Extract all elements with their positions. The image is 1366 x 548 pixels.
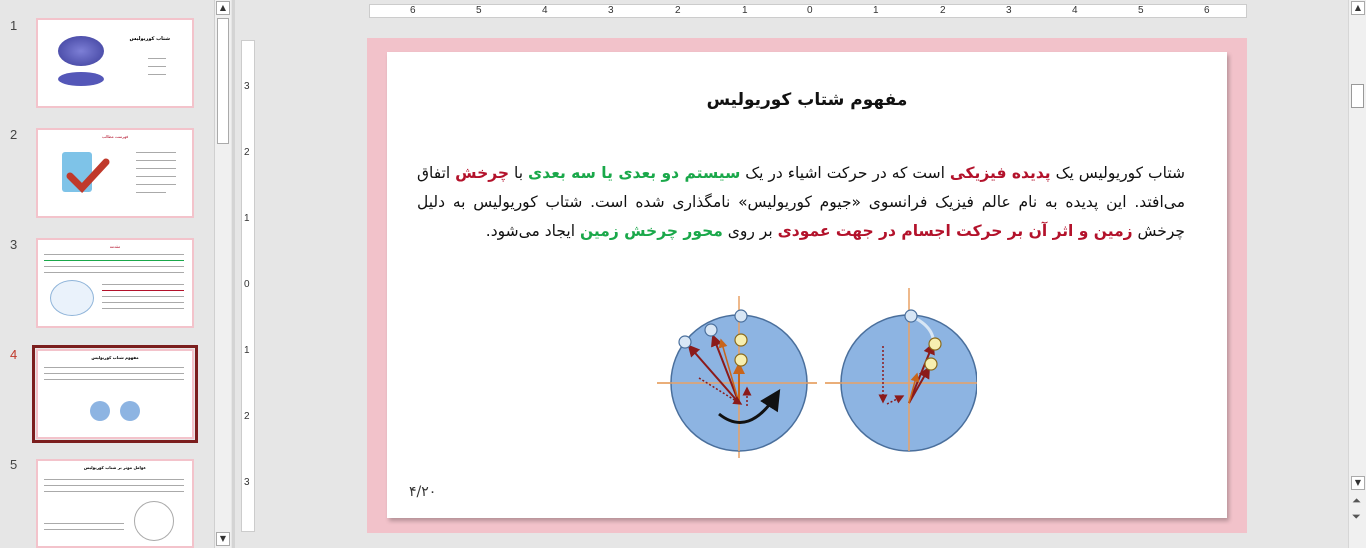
thumbnail-number: 5 xyxy=(10,457,18,472)
previous-slide-icon[interactable]: ⏶ xyxy=(1352,494,1361,507)
highlight-text: سیستم دو بعدی یا سه بعدی xyxy=(528,164,741,182)
thumbnail-title: مقدمه xyxy=(109,244,121,249)
ruler-label: 6 xyxy=(1204,5,1210,16)
body-text: بر روی xyxy=(722,222,778,240)
scroll-down-button[interactable]: ▼ xyxy=(1351,476,1365,490)
ruler-label: 5 xyxy=(1138,5,1144,16)
ruler-label: 6 xyxy=(410,5,416,16)
body-text: شتاب کوریولیس یک xyxy=(1050,164,1185,182)
scrollbar-thumb[interactable] xyxy=(1351,84,1364,108)
ruler-label: 2 xyxy=(244,147,250,158)
thumbnail-number: 2 xyxy=(10,127,18,142)
highlight-text: پدیده فیزیکی xyxy=(949,164,1051,182)
ruler-label: 2 xyxy=(940,5,946,16)
slide-thumbnail-2[interactable] xyxy=(36,128,194,218)
globe-diagram-image xyxy=(134,501,174,541)
ruler-label: 4 xyxy=(542,5,548,16)
horizontal-ruler[interactable] xyxy=(369,4,1247,18)
body-text: ایجاد می‌شود. xyxy=(485,222,580,240)
planet-reflection-image xyxy=(58,72,104,86)
body-text: است که در حرکت اشیاء در یک xyxy=(740,164,950,182)
ruler-label: 5 xyxy=(476,5,482,16)
highlight-text: چرخش xyxy=(455,164,510,182)
rotating-disk-image xyxy=(120,401,140,421)
thumbnail-scrollbar[interactable] xyxy=(214,0,231,548)
ruler-label: 0 xyxy=(244,279,250,290)
slide-title[interactable]: مفهوم شتاب کوریولیس xyxy=(706,90,908,110)
ruler-label: 2 xyxy=(244,411,250,422)
thumbnail-title: شتاب کوریولیس xyxy=(129,36,170,42)
pane-divider[interactable] xyxy=(232,0,235,548)
highlight-text: محور چرخش زمین xyxy=(579,222,723,240)
ruler-label: 1 xyxy=(244,213,250,224)
slide-canvas[interactable] xyxy=(367,38,1247,533)
rotating-disk-image xyxy=(90,401,110,421)
thumbnail-title: مفهوم شتاب کوریولیس xyxy=(91,355,139,360)
thumbnail-title: عوامل موثر بر شتاب کوریولیس xyxy=(83,465,147,470)
body-text: اتفاق می‌افتد. این پدیده به نام عالم فیزیک فرانسوی «جیوم کوریولیس» نامگذاری شده است. شتاب کوریولیس به دلیل چرخش xyxy=(417,164,1185,240)
ruler-label: 1 xyxy=(873,5,879,16)
thumbnail-number: 3 xyxy=(10,237,18,252)
scrollbar-thumb[interactable] xyxy=(217,18,229,144)
slide-thumbnail-5[interactable] xyxy=(36,459,194,548)
vertical-ruler[interactable] xyxy=(241,40,255,532)
ruler-label: 4 xyxy=(1072,5,1078,16)
slide-content-area[interactable] xyxy=(387,52,1227,518)
scroll-up-button[interactable]: ▲ xyxy=(1351,1,1365,15)
rotating-disk-left xyxy=(657,296,817,458)
ruler-label: 1 xyxy=(244,345,250,356)
scroll-up-button[interactable]: ▲ xyxy=(216,1,230,15)
ruler-label: 3 xyxy=(244,477,250,488)
slide-thumbnail-pane xyxy=(0,0,232,548)
slide-thumbnail-3[interactable] xyxy=(36,238,194,328)
globe-image xyxy=(50,280,94,316)
slide-thumbnail-1[interactable] xyxy=(36,18,194,108)
scroll-down-button[interactable]: ▼ xyxy=(216,532,230,546)
checkmark-icon xyxy=(66,158,110,194)
ruler-label: 3 xyxy=(1006,5,1012,16)
body-text: با xyxy=(509,164,529,182)
ruler-label: 3 xyxy=(608,5,614,16)
ruler-label: 3 xyxy=(244,81,250,92)
ruler-label: 1 xyxy=(742,5,748,16)
slide-thumbnail-4[interactable] xyxy=(36,349,194,439)
thumbnail-number: 4 xyxy=(10,347,18,362)
planet-image xyxy=(58,36,104,66)
thumbnail-number: 1 xyxy=(10,18,18,33)
coriolis-diagram-image[interactable] xyxy=(637,278,977,458)
thumbnail-title: فهرست مطالب xyxy=(101,134,129,139)
slide-scrollbar[interactable] xyxy=(1348,0,1366,548)
highlight-text: زمین و اثر آن بر حرکت اجسام در جهت عمودی xyxy=(777,222,1133,240)
rotating-disk-right xyxy=(825,288,977,451)
next-slide-icon[interactable]: ⏷ xyxy=(1352,510,1361,523)
slide-number: ۴/۲۰ xyxy=(409,484,437,500)
ruler-label: 2 xyxy=(675,5,681,16)
ruler-label: 0 xyxy=(807,5,813,16)
slide-body-text[interactable] xyxy=(417,159,1185,246)
